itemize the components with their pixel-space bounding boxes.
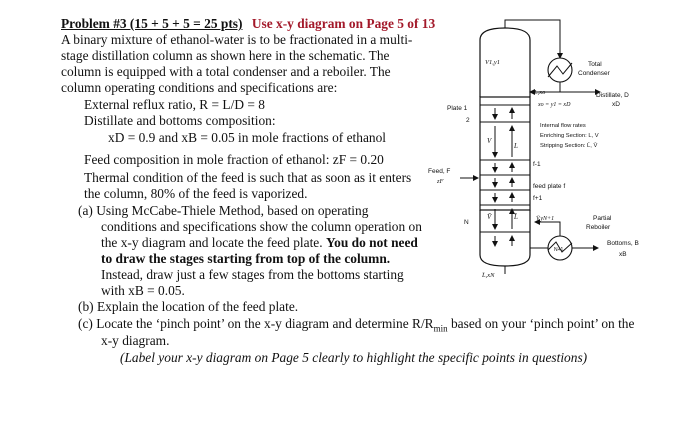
reboiler-vapor-label: V̄,yN+1 <box>536 216 555 222</box>
total-condenser-label-2: Condenser <box>578 70 610 77</box>
distillate-heading: Distillate and bottoms composition: <box>84 113 276 128</box>
question-a-line-1: (a) Using McCabe-Thiele Method, based on operating <box>78 203 369 218</box>
feed-plate-label: feed plate f <box>533 183 566 190</box>
composition-spec: xD = 0.9 and xB = 0.05 in mole fractions of ethanol <box>108 130 387 145</box>
plate-f-minus-label: f-1 <box>533 161 541 168</box>
total-condenser-label-1: Total <box>588 61 602 68</box>
problem-title: Problem #3 (15 + 5 + 5 = 25 pts) <box>61 16 243 31</box>
question-c-text-b: based on your ‘pinch point’ on the <box>450 316 635 331</box>
bottom-liquid-label: L̄,xN <box>482 272 495 279</box>
overhead-vapor-line <box>505 20 560 58</box>
question-b: (b) Explain the location of the feed plate. <box>78 299 299 314</box>
question-a-line-2: conditions and specifications show the column operation on <box>101 219 422 234</box>
distillate-label-2: xD <box>612 101 620 108</box>
reboiler-stage-label: N+1 <box>554 247 564 253</box>
reboiler-vapor-riser <box>548 222 560 236</box>
plate-n-label: N <box>464 219 469 226</box>
intro-line-3: column is equipped with a total condenser and a reboiler. The <box>61 64 391 79</box>
label-note: (Label your x-y diagram on Page 5 clearly to highlight the specific points in questions) <box>120 350 588 365</box>
vapor-flow-label: V <box>487 137 492 145</box>
vapor-top-label: V1,y1 <box>485 59 500 66</box>
plate-f-plus-label: f+1 <box>533 195 543 202</box>
question-c-text-a: (c) Locate the ‘pinch point’ on the x-y diagram and determine R/R <box>78 316 434 331</box>
distillate-label-1: Distillate, D <box>596 92 629 99</box>
plate-2-label: 2 <box>466 117 470 124</box>
question-a-line-3-text: the x-y diagram and locate the feed plate. <box>101 235 323 250</box>
bottoms-label-1: Bottoms, B <box>607 240 639 247</box>
question-a-line-5: Instead, draw just a few stages from the bottoms starting <box>101 267 404 282</box>
question-c-subscript: min <box>433 323 448 334</box>
question-a-emphasis: You do not need <box>325 235 418 250</box>
bottoms-label-2: xB <box>619 251 627 258</box>
plate-1-label: Plate 1 <box>447 105 468 112</box>
internal-flow-label-3: Stripping Section: L̄, V̄ <box>540 143 598 149</box>
feed-spec: Feed composition in mole fraction of ethanol: zF = 0.20 <box>84 152 384 167</box>
reflux-spec: External reflux ratio, R = L/D = 8 <box>84 97 265 112</box>
problem-instruction: Use x-y diagram on Page 5 of 13 <box>251 16 436 31</box>
intro-line-1: A binary mixture of ethanol-water is to be fractionated in a multi- <box>61 32 413 47</box>
question-a-line-6: with xB = 0.05. <box>101 283 185 298</box>
feed-label-1: Feed, F <box>428 168 451 175</box>
column-body <box>480 97 530 210</box>
thermal-line-1: Thermal condition of the feed is such that as soon as it enters <box>84 170 412 185</box>
intro-line-4: column operating conditions and specifications are: <box>61 80 338 95</box>
stripping-vapor-label: V̄ <box>487 213 492 221</box>
internal-flow-label-2: Enriching Section: L, V <box>540 133 599 139</box>
reflux-label: L,xo <box>534 89 546 96</box>
stripping-liquid-label: L̄ <box>514 213 518 221</box>
distillate-equation: xo = y1 = xD <box>538 102 571 108</box>
intro-line-2: stage distillation column as shown here in the schematic. The <box>61 48 390 63</box>
question-a-line-4: to draw the stages starting from top of the column. <box>101 251 391 266</box>
liquid-flow-label: L <box>514 142 518 150</box>
feed-label-2: zF <box>437 178 444 185</box>
question-c-line-2: x-y diagram. <box>101 333 170 348</box>
partial-reboiler-label-2: Reboiler <box>586 224 611 231</box>
thermal-line-2: the column, 80% of the feed is vaporized. <box>84 186 308 201</box>
partial-reboiler-label-1: Partial <box>593 215 612 222</box>
internal-flow-label-1: Internal flow rates <box>540 123 586 129</box>
